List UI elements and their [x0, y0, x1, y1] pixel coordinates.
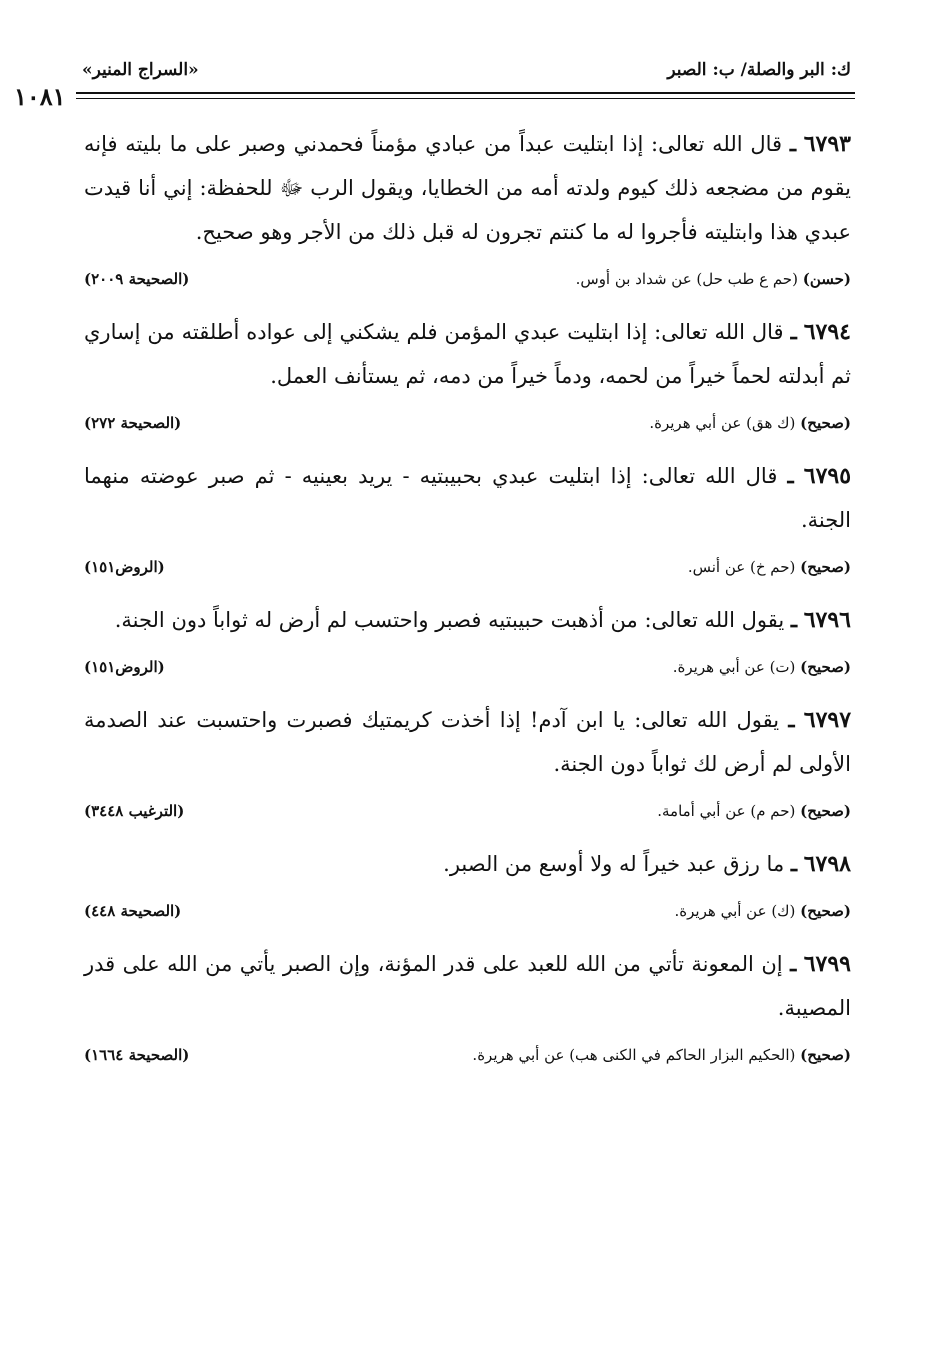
hadith-source [84, 552, 851, 586]
running-header [82, 60, 851, 90]
hadith-entry [84, 598, 851, 686]
hadith-text: ٦٧٩٨ ـ ما رزق عبد خيراً له ولا أوسع من الصبر. [443, 851, 851, 877]
hadith-sources: (ت) عن أبي هريرة. [672, 658, 796, 676]
hadith-sources: (حم ع طب حل) عن شداد بن أوس. [575, 270, 798, 288]
hadith-source [84, 796, 851, 830]
hadith-number: ٦٧٩٤ [803, 319, 851, 345]
hadith-source [84, 264, 851, 298]
hadith-reference: (الصحيحة ٢٧٢) [84, 414, 182, 432]
hadith-reference: (الترغيب ٣٤٤٨) [84, 802, 185, 820]
hadith-reference: (الصحيحة ٤٤٨) [84, 902, 182, 920]
hadith-grade: (صحيح) [800, 1046, 851, 1064]
chapter-title: ك: البر والصلة/ ب: الصبر [667, 60, 851, 80]
hadith-grade: (حسن) [802, 270, 851, 288]
hadith-reference: (الروض١٥١) [84, 558, 165, 576]
hadith-entry [84, 942, 851, 1074]
hadith-body: يقول الله تعالى: من أذهبت حبيبتيه فصبر واحتسب لم أرض له ثواباً دون الجنة. [114, 608, 785, 632]
hadith-reference: (الصحيحة ٢٠٠٩) [84, 270, 190, 288]
hadith-entry [84, 454, 851, 586]
page-number: ١٠٨١ [14, 82, 66, 111]
hadith-text: ٦٧٩٥ ـ قال الله تعالى: إذا ابتليت عبدي بحبيبتيه - يريد بعينيه - ثم صبر عوضته منهما الجنة. [84, 463, 852, 532]
hadith-reference: (الروض١٥١) [84, 658, 165, 676]
book-title: «السراج المنير» [82, 60, 199, 80]
hadith-source [84, 1040, 851, 1074]
hadith-source [84, 652, 851, 686]
hadith-number: ٦٧٩٦ [803, 607, 851, 633]
hadith-grade: (صحيح) [800, 558, 851, 576]
hadith-body: قال الله تعالى: إذا ابتليت عبدي المؤمن فلم يشكني إلى عواده أطلقته من إساري ثم أبدلته لحماً خيراً من لحمه، ودماً خيراً من دمه، ثم يستأنف العمل. [84, 320, 851, 388]
hadith-grade: (صحيح) [800, 414, 851, 432]
hadith-entry [84, 122, 851, 298]
hadith-source [84, 408, 851, 442]
hadith-sources: (ك) عن أبي هريرة. [674, 902, 796, 920]
hadith-body: يقول الله تعالى: يا ابن آدم! إذا أخذت كريمتيك فصبرت واحتسبت عند الصدمة الأولى لم أرض لك ثواباً دون الجنة. [84, 708, 851, 776]
hadith-reference: (الصحيحة ١٦٦٤) [84, 1046, 190, 1064]
hadith-grade: (صحيح) [800, 658, 851, 676]
hadith-sources: (حم م) عن أبي أمامة. [657, 802, 796, 820]
hadith-sources: (الحكيم البزار الحاكم في الكنى هب) عن أبي هريرة. [472, 1046, 796, 1064]
hadith-number: ٦٧٩٣ [803, 131, 851, 157]
hadith-number: ٦٧٩٥ [803, 463, 852, 489]
hadith-number: ٦٧٩٧ [803, 707, 852, 733]
hadith-text: ٦٧٩٤ ـ قال الله تعالى: إذا ابتليت عبدي المؤمن فلم يشكني إلى عواده أطلقته من إساري ثم أبدلته لحماً خيراً من لحمه، ودماً خيراً من دمه، ثم يستأنف العمل. [84, 319, 851, 388]
hadith-body: قال الله تعالى: إذا ابتليت عبداً من عبادي مؤمناً فحمدني وصبر على ما بليته فإنه يقوم من مضجعه ذلك كيوم ولدته أمه من الخطايا، ويقول الرب ﷻ للحفظة: إني أنا قيدت عبدي هذا وابتليته فأجروا له ما كنتم تجرون له قبل ذلك من الأجر وهو صحيح. [84, 132, 851, 244]
hadith-text: ٦٧٩٦ ـ يقول الله تعالى: من أذهبت حبيبتيه فصبر واحتسب لم أرض له ثواباً دون الجنة. [114, 607, 851, 633]
hadith-grade: (صحيح) [800, 802, 851, 820]
hadith-grade: (صحيح) [800, 902, 851, 920]
hadith-body: قال الله تعالى: إذا ابتليت عبدي بحبيبتيه - يريد بعينيه - ثم صبر عوضته منهما الجنة. [84, 464, 851, 532]
hadith-list [84, 122, 851, 1086]
hadith-source [84, 896, 851, 930]
hadith-entry [84, 310, 851, 442]
hadith-number: ٦٧٩٩ [803, 951, 851, 977]
header-rule-thick [76, 92, 855, 94]
hadith-sources: (حم خ) عن أنس. [687, 558, 796, 576]
hadith-text: ٦٧٩٣ ـ قال الله تعالى: إذا ابتليت عبداً من عبادي مؤمناً فحمدني وصبر على ما بليته فإنه يقوم من مضجعه ذلك كيوم ولدته أمه من الخطايا، ويقول الرب ﷻ للحفظة: إني أنا قيدت عبدي هذا وابتليته فأجروا له ما كنتم تجرون له قبل ذلك من الأجر وهو صحيح. [84, 131, 851, 244]
hadith-number: ٦٧٩٨ [803, 851, 851, 877]
hadith-text: ٦٧٩٧ ـ يقول الله تعالى: يا ابن آدم! إذا أخذت كريمتيك فصبرت واحتسبت عند الصدمة الأولى لم أرض لك ثواباً دون الجنة. [84, 707, 852, 776]
hadith-entry [84, 698, 851, 830]
header-rule-thin [76, 98, 855, 99]
hadith-text: ٦٧٩٩ ـ إن المعونة تأتي من الله للعبد على قدر المؤنة، وإن الصبر يأتي من الله على قدر المصيبة. [84, 951, 851, 1020]
hadith-entry [84, 842, 851, 930]
hadith-sources: (ك هق) عن أبي هريرة. [649, 414, 796, 432]
hadith-body: إن المعونة تأتي من الله للعبد على قدر المؤنة، وإن الصبر يأتي من الله على قدر المصيبة. [84, 952, 851, 1020]
hadith-body: ما رزق عبد خيراً له ولا أوسع من الصبر. [443, 852, 785, 876]
